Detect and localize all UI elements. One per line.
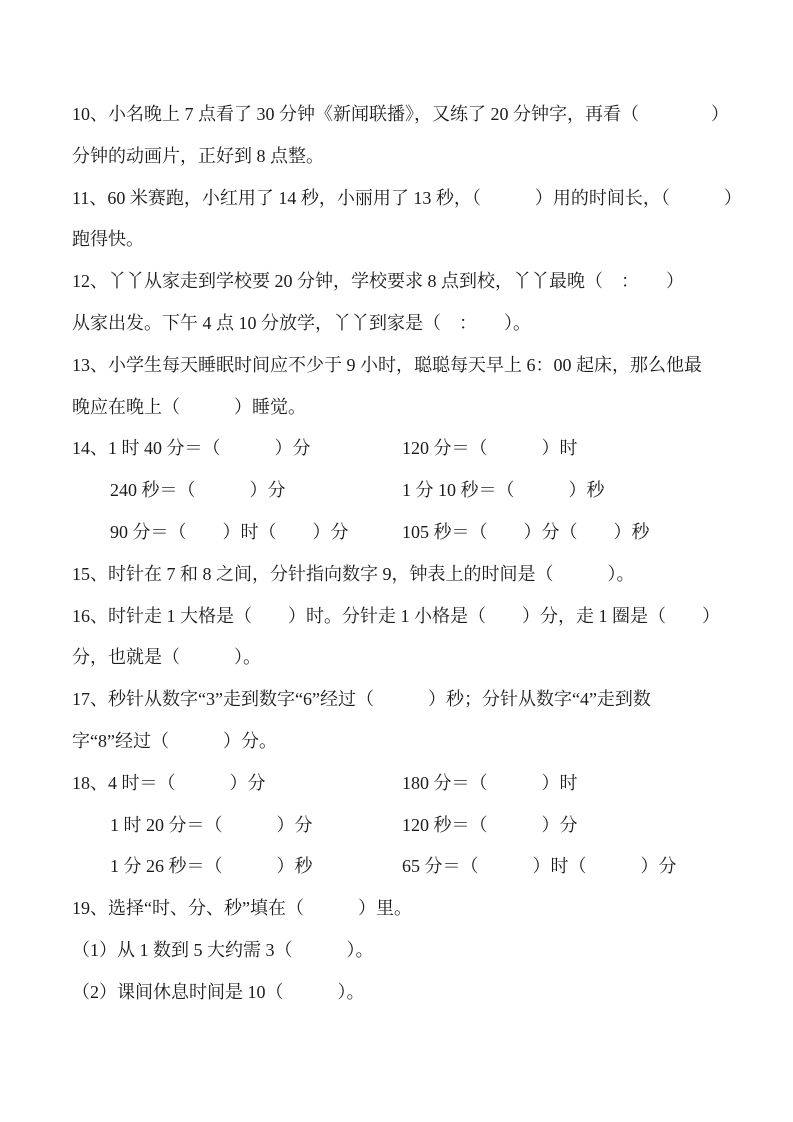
line-text: 19、选择“时、分、秒”填在（ ）里。	[72, 898, 412, 919]
question-17-line-2	[72, 721, 746, 763]
line-text: 11、60 米赛跑，小红用了 14 秒，小丽用了 13 秒，（ ）用的时间长，（ ）	[72, 187, 742, 208]
line-text: 12、丫丫从家走到学校要 20 分钟，学校要求 8 点到校，丫丫最晚（ ： ）	[72, 271, 684, 292]
conversion-item: 240 秒＝（ ）分	[110, 480, 286, 501]
conversion-item: 1 时 20 分＝（ ）分	[110, 814, 313, 835]
question-11-line-1	[72, 178, 746, 220]
question-10-line-1	[72, 94, 746, 136]
question-16-line-2	[72, 637, 746, 679]
conversion-item: 105 秒＝（ ）分（ ）秒	[402, 521, 650, 542]
line-text: 17、秒针从数字“3”走到数字“6”经过（ ）秒；分针从数字“4”走到数	[72, 689, 651, 710]
question-18-row-3	[72, 846, 746, 888]
conversion-item: 120 秒＝（ ）分	[402, 814, 578, 835]
conversion-item: 18、4 时＝（ ）分	[72, 772, 266, 793]
conversion-item: 1 分 10 秒＝（ ）秒	[402, 480, 605, 501]
question-18-row-1	[72, 763, 746, 805]
line-text: 从家出发。下午 4 点 10 分放学，丫丫到家是（ ： ）。	[72, 312, 531, 333]
question-19-sub-2	[72, 972, 746, 1014]
conversion-item: 1 分 26 秒＝（ ）秒	[110, 856, 313, 877]
question-15-line-1	[72, 554, 746, 596]
question-18-row-2	[72, 805, 746, 847]
line-text: 字“8”经过（ ）分。	[72, 730, 277, 751]
line-text: 分，也就是（ ）。	[72, 647, 261, 668]
conversion-item: 14、1 时 40 分＝（ ）分	[72, 438, 311, 459]
question-13-line-1	[72, 345, 746, 387]
line-text: 跑得快。	[72, 229, 144, 250]
question-13-line-2	[72, 387, 746, 429]
question-11-line-2	[72, 219, 746, 261]
question-14-row-3	[72, 512, 746, 554]
question-17-line-1	[72, 679, 746, 721]
question-19-line-1	[72, 888, 746, 930]
line-text: （2）课间休息时间是 10（ ）。	[72, 981, 365, 1002]
line-text: （1）从 1 数到 5 大约需 3（ ）。	[72, 939, 374, 960]
line-text: 16、时针走 1 大格是（ ）时。分针走 1 小格是（ ）分，走 1 圈是（ ）	[72, 605, 720, 626]
line-text: 15、时针在 7 和 8 之间，分针指向数字 9，钟表上的时间是（ ）。	[72, 563, 635, 584]
conversion-item: 65 分＝（ ）时（ ）分	[402, 856, 677, 877]
conversion-item: 180 分＝（ ）时	[402, 772, 578, 793]
conversion-item: 90 分＝（ ）时（ ）分	[110, 521, 349, 542]
question-16-line-1	[72, 596, 746, 638]
line-text: 13、小学生每天睡眠时间应不少于 9 小时，聪聪每天早上 6：00 起床，那么他最	[72, 354, 702, 375]
question-14-row-2	[72, 470, 746, 512]
conversion-item: 120 分＝（ ）时	[402, 438, 578, 459]
question-14-row-1	[72, 428, 746, 470]
question-12-line-1	[72, 261, 746, 303]
line-text: 10、小名晚上 7 点看了 30 分钟《新闻联播》，又练了 20 分钟字，再看（ ）	[72, 104, 729, 124]
question-12-line-2	[72, 303, 746, 345]
line-text: 分钟的动画片，正好到 8 点整。	[72, 145, 324, 166]
question-10-line-2	[72, 136, 746, 178]
question-19-sub-1	[72, 930, 746, 972]
line-text: 晚应在晚上（ ）睡觉。	[72, 396, 306, 417]
